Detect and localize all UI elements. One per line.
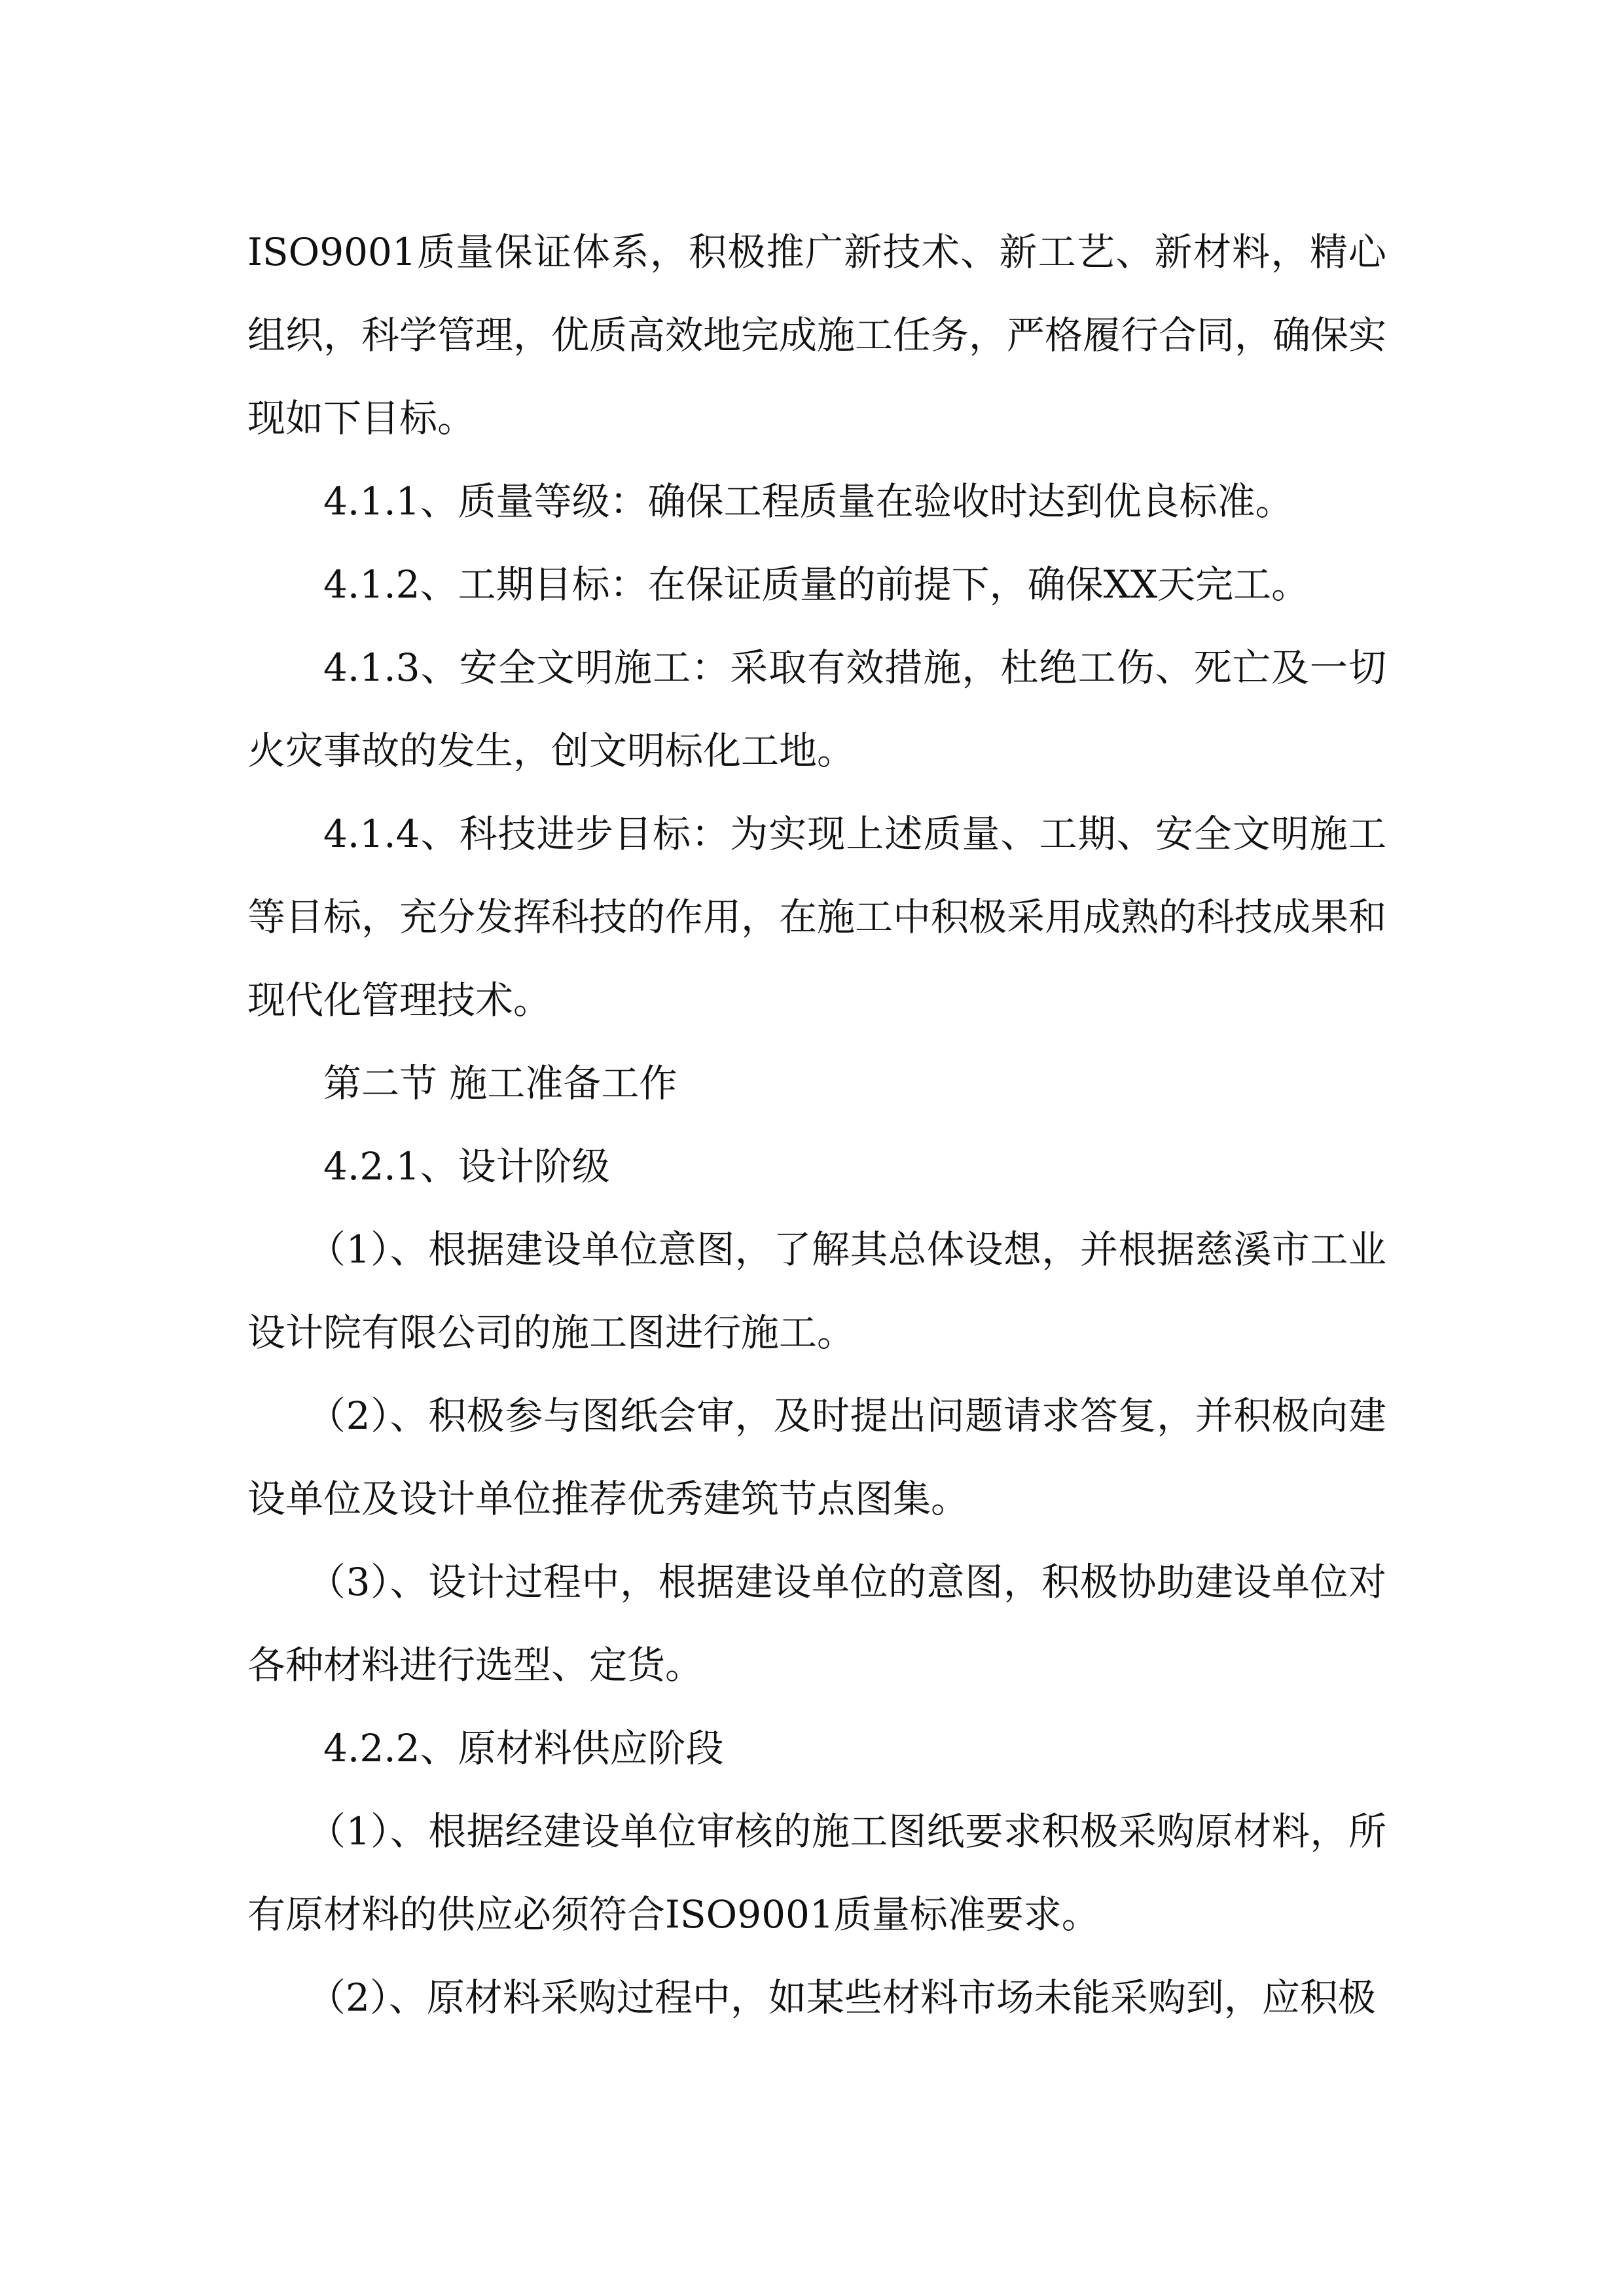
paragraph-design-item-2: （2）、积极参与图纸会审，及时提出问题请求答复，并积极向建设单位及设计单位推荐优秀建筑节点图集。 [247, 1393, 1386, 1521]
paragraph-material-item-1: （1）、根据经建设单位审核的施工图纸要求积极采购原材料，所有原材料的供应必须符合ISO9001质量标准要求。 [247, 1809, 1386, 1937]
section-heading-construction-preparation: 第二节 施工准备工作 [323, 1061, 677, 1105]
paragraph-schedule-goal: 4.1.2、工期目标：在保证质量的前提下，确保XX天完工。 [323, 562, 1310, 607]
paragraph-iso-quality-system: ISO9001质量保证体系，积极推广新技术、新工艺、新材料，精心组织，科学管理，优质高效地完成施工任务，严格履行合同，确保实现如下目标。 [247, 230, 1387, 440]
paragraph-quality-grade: 4.1.1、质量等级：确保工程质量在验收时达到优良标准。 [323, 479, 1293, 524]
paragraph-safety-civilized-construction: 4.1.3、安全文明施工：采取有效措施，杜绝工伤、死亡及一切火灾事故的发生，创文明标化工地。 [247, 645, 1386, 773]
subsection-heading-material-supply: 4.2.2、原材料供应阶段 [323, 1726, 724, 1770]
paragraph-design-item-3: （3）、设计过程中，根据建设单位的意图，积极协助建设单位对各种材料进行选型、定货。 [247, 1560, 1386, 1687]
paragraph-design-item-1: （1）、根据建设单位意图，了解其总体设想，并根据慈溪市工业设计院有限公司的施工图进行施工。 [247, 1227, 1386, 1355]
paragraph-technology-progress-goal: 4.1.4、科技进步目标：为实现上述质量、工期、安全文明施工等目标，充分发挥科技的作用，在施工中积极采用成熟的科技成果和现代化管理技术。 [247, 812, 1387, 1022]
paragraph-material-item-2: （2）、原材料采购过程中，如某些材料市场未能采购到，应积极 [308, 1975, 1376, 2020]
document-body [247, 211, 1386, 2039]
subsection-heading-design-stage: 4.2.1、设计阶级 [323, 1144, 610, 1189]
